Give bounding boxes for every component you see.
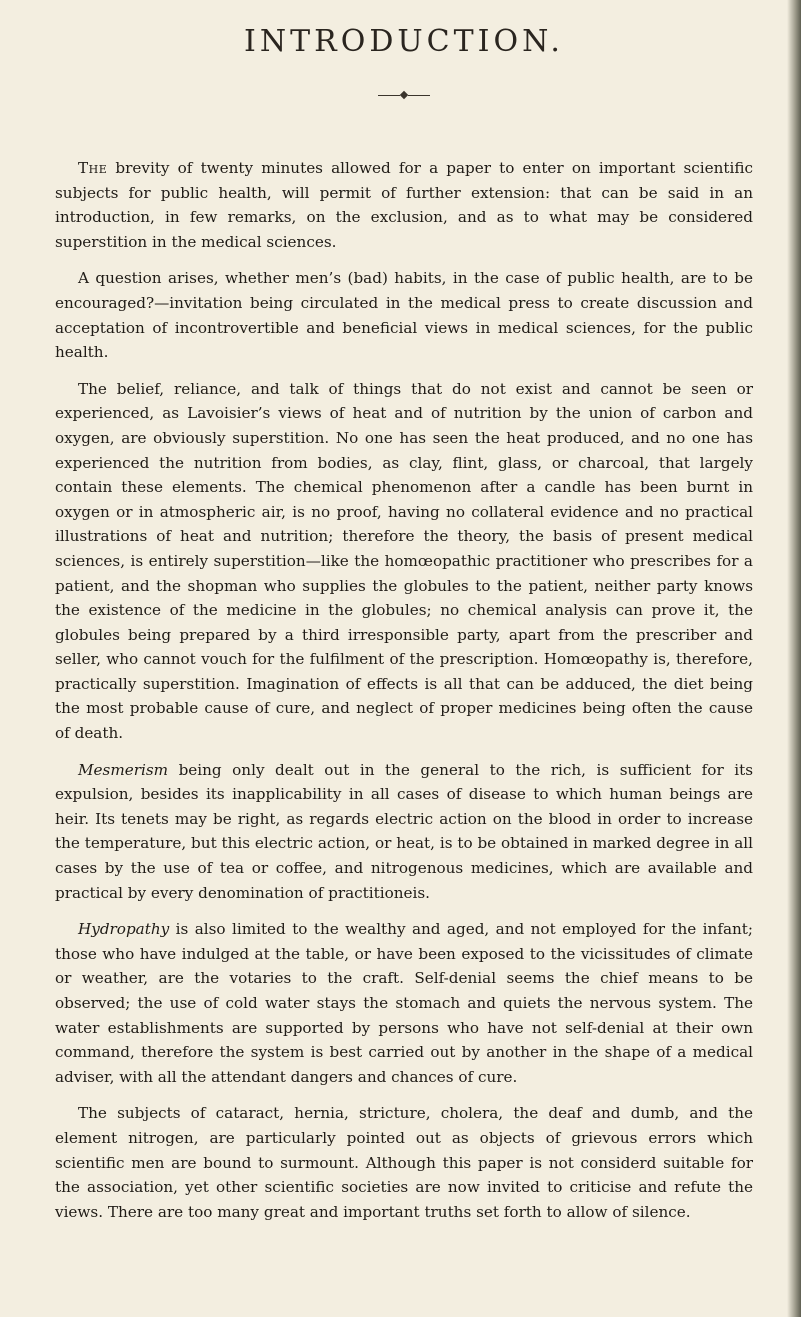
paragraph-text: is also limited to the wealthy and aged, and not employed for the infant; those who have indulged at the table, or have been exposed to the vicissitudes of climate or weather, are the votaries to the craft. Self-denial seems the chief means to be observed; the use of cold water stays the stomach and quiets the nervous system. The water establishments are supported by persons who have not self-denial at their own command, therefore the system is best carried out by another in the shape of a medical adviser, with all the attendant dangers and chances of cure. <box>55 920 753 1086</box>
title-ornament <box>55 90 753 100</box>
paragraph-lead: Hydropathy <box>78 920 170 939</box>
paragraph-3 <box>55 377 753 746</box>
ornament-rule-left <box>378 95 400 96</box>
ornament-rule-right <box>408 95 430 96</box>
paragraph-lead: Mesmerism <box>78 760 169 779</box>
paragraph-1 <box>55 156 753 254</box>
diamond-icon <box>400 91 408 99</box>
page-title: INTRODUCTION. <box>244 24 564 59</box>
paragraph-text: A question arises, whether men’s (bad) habits, in the case of public health, are to be encouraged?—invitation being circulated in the medical press to create discussion and acceptation of incontrovertible and beneficial views in medical sciences, for the public health. <box>55 269 753 362</box>
body-text <box>55 156 753 1224</box>
paragraph-text: being only dealt out in the general to the rich, is sufficient for its expulsion, besides its inapplicability in all cases of disease to which human beings are heir. Its tenets may be right, as regards electric action on the blood in order to increase the temperature, but this electric action, or heat, is to be obtained in marked degree in all cases by the use of tea or coffee, and nitrogenous medicines, which are available and practical by every denomination of practitioneis. <box>55 760 753 902</box>
paragraph-text: The subjects of cataract, hernia, stricture, cholera, the deaf and dumb, and the element nitrogen, are particularly pointed out as objects of grievous errors which scientific men are bound to surmount. Although this paper is not considerd suitable for the association, yet other scientific societies are now invited to criticise and refute the views. There are too many great and important truths set forth to allow of silence. <box>55 1104 753 1221</box>
paragraph-6 <box>55 1101 753 1224</box>
paragraph-lead: The <box>78 159 108 177</box>
paragraph-5 <box>55 917 753 1089</box>
paragraph-text: brevity of twenty minutes allowed for a paper to enter on important scientific subjects for public health, will permit of further extension: that can be said in an introduction, in few remarks, on the exclusion, and as to what may be considered superstition in the medical sciences. <box>55 159 753 251</box>
paragraph-4 <box>55 758 753 906</box>
paragraph-2 <box>55 266 753 364</box>
page-edge-shadow <box>787 0 801 1317</box>
paragraph-text: The belief, reliance, and talk of things that do not exist and cannot be seen or experienced, as Lavoisier’s views of heat and of nutrition by the union of carbon and oxygen, are obviously superstition. No one has seen the heat produced, and no one has experienced the nutrition from bodies, as clay, flint, glass, or charcoal, that largely contain these elements. The chemical phenomenon after a candle has been burnt in oxygen or in atmospheric air, is no proof, having no collateral evidence and no practical illustrations of heat and nutrition; therefore the theory, the basis of present medical sciences, is entirely superstition—like the homœopathic practitioner who prescribes for a patient, and the shopman who supplies the globules to the patient, neither party knows the existence of the medicine in the globules; no chemical analysis can prove it, the globules being prepared by a third irresponsible party, apart from the prescriber and seller, who cannot vouch for the fulfilment of the prescription. Homœopathy is, therefore, practically superstition. Imagination of effects is all that can be adduced, the diet being the most probable cause of cure, and neglect of proper medicines being often the cause of death. <box>55 379 753 743</box>
